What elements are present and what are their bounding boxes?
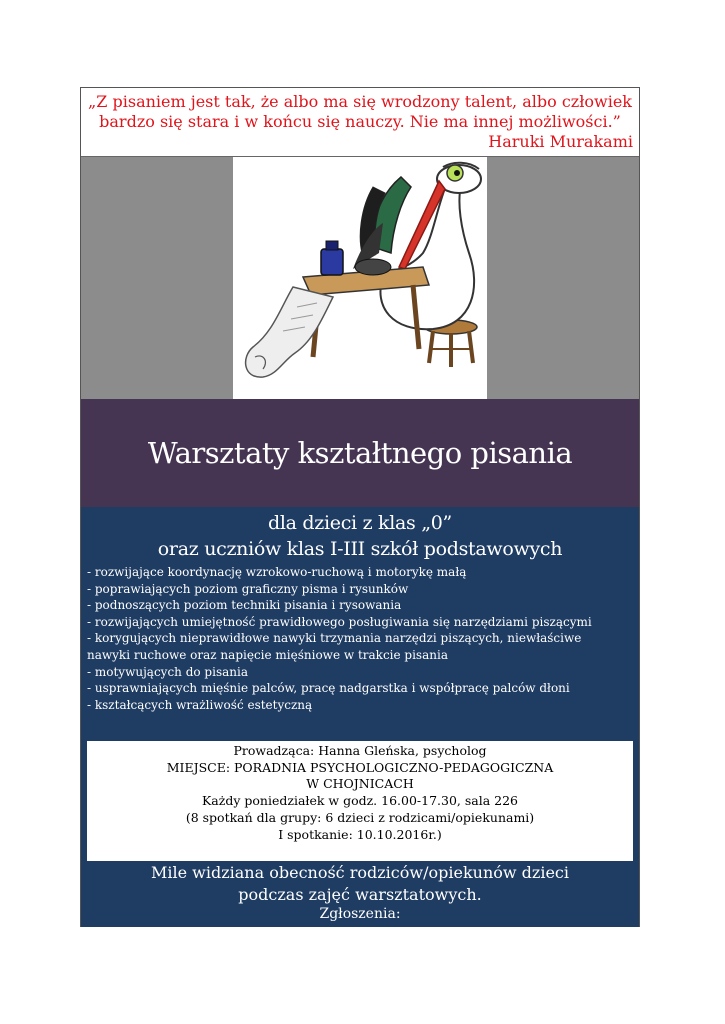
registration-label: Zgłoszenia:: [319, 906, 401, 922]
schedule-text: Każdy poniedziałek w godz. 16.00-17.30, sala 226: [201, 793, 519, 809]
welcome-line-2: podczas zajęć warsztatowych.: [238, 885, 482, 904]
quote-line-2: bardzo się stara i w końcu się nauczy. Nie ma innej możliwości.”: [99, 112, 621, 131]
leader-text: Prowadząca: Hanna Gleńska, psycholog: [233, 743, 487, 758]
list-item: - motywujących do pisania: [87, 664, 248, 679]
list-item: - rozwijające koordynację wzrokowo-ruchową i motorykę małą: [87, 565, 467, 579]
list-item: nawyki ruchowe oraz napięcie mięśniowe w trakcie pisania: [87, 647, 448, 662]
contact-info: Tel.: 52 33 44 460, e-mail: pppchojnice@op.pl: [197, 926, 523, 942]
quote-box: [81, 88, 639, 157]
info-box: [87, 741, 633, 861]
stork-writing-icon: [233, 157, 487, 399]
list-item: - poprawiających poziom graficzny pisma i rysunków: [87, 581, 409, 596]
list-item: - kształcących wrażliwość estetyczną: [87, 697, 313, 712]
title-band: [81, 399, 639, 507]
details-band: [81, 507, 639, 942]
subtitle-line-1: dla dzieci z klas „0”: [268, 512, 452, 534]
first-meeting-text: I spotkanie: 10.10.2016r.): [278, 826, 442, 842]
welcome-line-1: Mile widziana obecność rodziców/opiekunów dzieci: [150, 863, 569, 882]
quote-line-1: „Z pisaniem jest tak, że albo ma się wrodzony talent, albo człowiek: [88, 92, 632, 111]
list-item: - rozwijających umiejętność prawidłowego posługiwania się narzędziami piszącymi: [87, 614, 592, 629]
illustration-band: [81, 157, 639, 399]
illustration-box: [233, 157, 487, 399]
list-item: - usprawniających mięśnie palców, pracę nadgarstka i współpracę palców dłoni: [87, 681, 570, 696]
page-title: Warsztaty kształtnego pisania: [147, 436, 573, 470]
place-line-2: W CHOJNICACH: [306, 776, 414, 792]
quote-author: Haruki Murakami: [488, 132, 633, 151]
subtitle-line-2: oraz uczniów klas I-III szkół podstawowych: [157, 538, 563, 560]
list-item: - podnoszących poziom techniki pisania i rysowania: [87, 598, 402, 613]
activities-list: [87, 564, 635, 713]
place-line-1: MIEJSCE: PORADNIA PSYCHOLOGICZNO-PEDAGOGICZNA: [166, 759, 554, 775]
poster-frame: [80, 87, 640, 942]
meetings-text: (8 spotkań dla grupy: 6 dzieci z rodzicami/opiekunami): [185, 809, 535, 825]
welcome-text: [81, 862, 639, 906]
list-item: - korygujących nieprawidłowe nawyki trzymania narzędzi piszących, niewłaściwe: [87, 631, 582, 646]
